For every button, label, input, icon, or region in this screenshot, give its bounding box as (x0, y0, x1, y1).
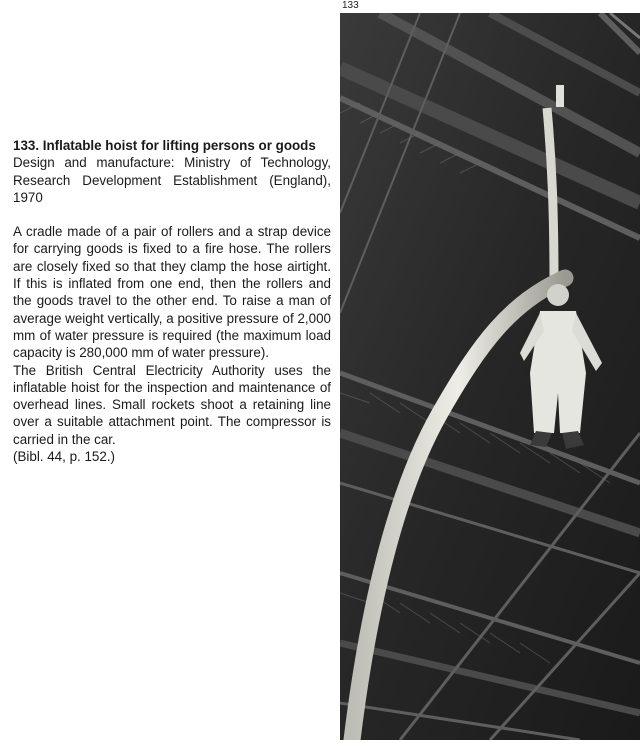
caption-credit: Design and manufacture: Ministry of Technology, Research Development Establishment (England), 1970 (13, 155, 331, 205)
caption-column (13, 137, 331, 465)
caption-title: 133. Inflatable hoist for lifting persons or goods (13, 138, 316, 153)
bibliography-reference: (Bibl. 44, p. 152.) (13, 449, 115, 465)
body-paragraph-1: A cradle made of a pair of rollers and a strap device for carrying goods is fixed to a fire hose. The rollers are closely fixed so that they clamp the hose airtight. If this is inflated from one end, then the rollers and the goods travel to the other end. To raise a man of average weight vertically, a positive pressure of 2,000 mm of water pressure is required (the maximum load capacity is 280,000 mm of water pressure). (13, 224, 331, 361)
hook (556, 85, 564, 107)
body-paragraph-2: The British Central Electricity Authority uses the inflatable hoist for the inspection and maintenance of overhead lines. Small rockets shoot a retaining line over a suitable attachment point. The compressor is carried in the car. (13, 362, 331, 447)
photo-illustration (340, 13, 640, 740)
page-number: 133 (342, 0, 359, 11)
photograph (340, 13, 640, 740)
